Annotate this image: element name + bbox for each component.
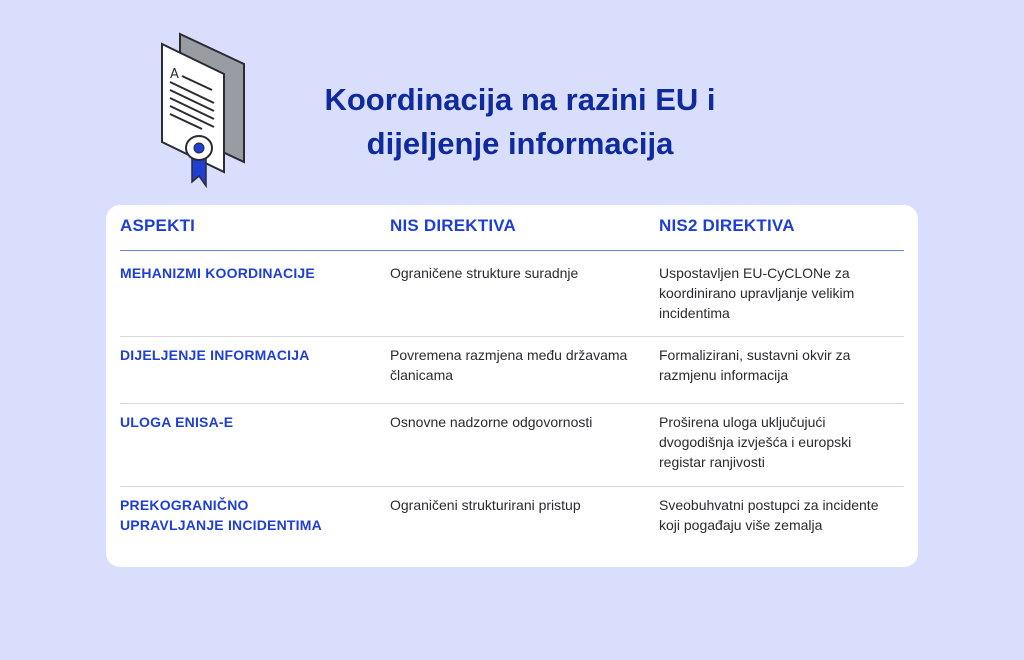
column-header-aspekti: ASPEKTI [120, 216, 196, 235]
table-row [120, 263, 904, 337]
column-header-nis2: NIS2 DIREKTIVA [659, 216, 795, 235]
row-nis2-value: Proširena uloga uključujući dvogodišnja izvješća i europski registar ranjivosti [659, 414, 852, 470]
svg-text:A: A [170, 67, 179, 82]
row-nis2-value: Formalizirani, sustavni okvir za razmjenu informacija [659, 347, 851, 383]
row-nis2-value: Sveobuhvatni postupci za incidente koji pogađaju više zemalja [659, 497, 879, 533]
page-title [240, 78, 800, 166]
table-row [120, 495, 904, 561]
certificate-document-icon [152, 30, 252, 190]
table-row [120, 412, 904, 487]
row-nis-value: Osnovne nadzorne odgovornosti [390, 414, 593, 430]
row-nis-value: Ograničene strukture suradnje [390, 265, 579, 281]
row-aspect: MEHANIZMI KOORDINACIJE [120, 265, 315, 281]
row-aspect: DIJELJENJE INFORMACIJA [120, 347, 310, 363]
title-line-2: dijeljenje informacija [366, 126, 674, 161]
table-header [120, 205, 904, 251]
row-aspect: PREKOGRANIČNO UPRAVLJANJE INCIDENTIMA [120, 497, 322, 533]
comparison-table [106, 205, 918, 567]
row-nis-value: Povremena razmjena među državama članicama [390, 347, 628, 383]
row-nis2-value: Uspostavljen EU-CyCLONe za koordinirano upravljanje velikim incidentima [659, 265, 855, 321]
row-aspect: ULOGA ENISA-E [120, 414, 234, 430]
table-row [120, 345, 904, 404]
title-line-1: Koordinacija na razini EU i [324, 82, 716, 117]
row-nis-value: Ograničeni strukturirani pristup [390, 497, 581, 513]
column-header-nis: NIS DIREKTIVA [390, 216, 517, 235]
